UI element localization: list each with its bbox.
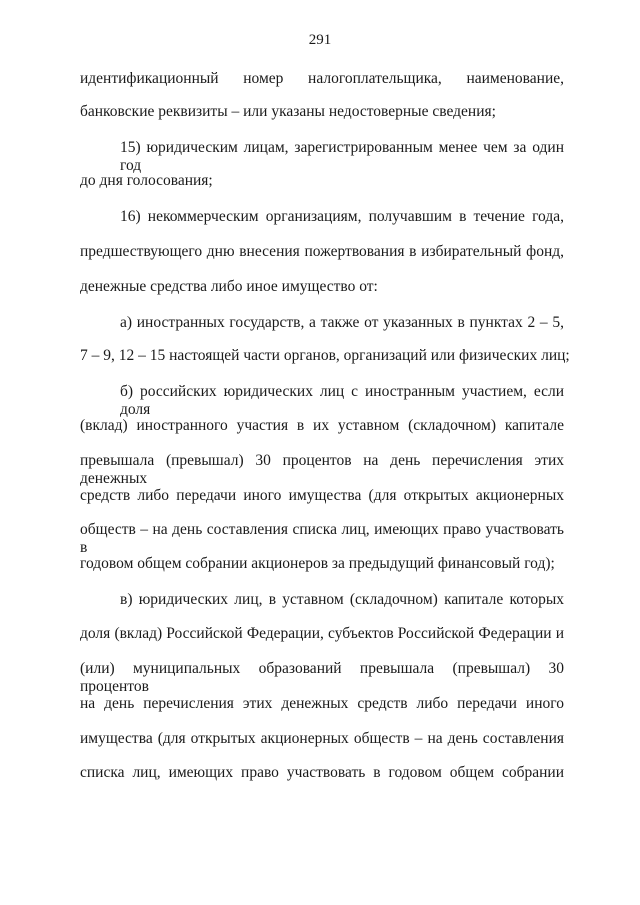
text-line: на день перечисления этих денежных средств либо передачи иного (80, 695, 564, 712)
text-line: списка лиц, имеющих право участвовать в годовом общем собрании (80, 764, 564, 781)
text-line: 7 – 9, 12 – 15 настоящей части органов, организаций или физических лиц; (80, 347, 570, 364)
text-line: средств либо передачи иного имущества (для открытых акционерных (80, 487, 564, 504)
text-line: идентификационный номер налогоплательщика, наименование, (80, 70, 564, 87)
text-line: денежные средства либо иное имущество от: (80, 278, 378, 295)
text-line: 16) некоммерческим организациям, получавшим в течение года, (120, 208, 564, 225)
text-line: 15) юридическим лицам, зарегистрированным менее чем за один год (120, 139, 564, 174)
page-number: 291 (308, 32, 332, 48)
text-line: (вклад) иностранного участия в их уставном (складочном) капитале (80, 417, 564, 434)
text-line: обществ – на день составления списка лиц, имеющих право участвовать в (80, 521, 564, 556)
text-line: (или) муниципальных образований превышала (превышал) 30 процентов (80, 660, 564, 695)
text-line: до дня голосования; (80, 172, 213, 189)
text-line: доля (вклад) Российской Федерации, субъектов Российской Федерации и (80, 625, 564, 642)
text-line: предшествующего дню внесения пожертвования в избирательный фонд, (80, 243, 564, 260)
text-line: имущества (для открытых акционерных обществ – на день составления (80, 730, 564, 747)
text-line: банковские реквизиты – или указаны недостоверные сведения; (80, 103, 496, 120)
text-line: б) российских юридических лиц с иностранным участием, если доля (120, 383, 564, 418)
text-line: а) иностранных государств, а также от указанных в пунктах 2 – 5, (120, 314, 564, 331)
text-line: годовом общем собрании акционеров за предыдущий финансовый год); (80, 555, 555, 572)
text-line: в) юридических лиц, в уставном (складочном) капитале которых (120, 591, 564, 608)
text-line: превышала (превышал) 30 процентов на день перечисления этих денежных (80, 452, 564, 487)
